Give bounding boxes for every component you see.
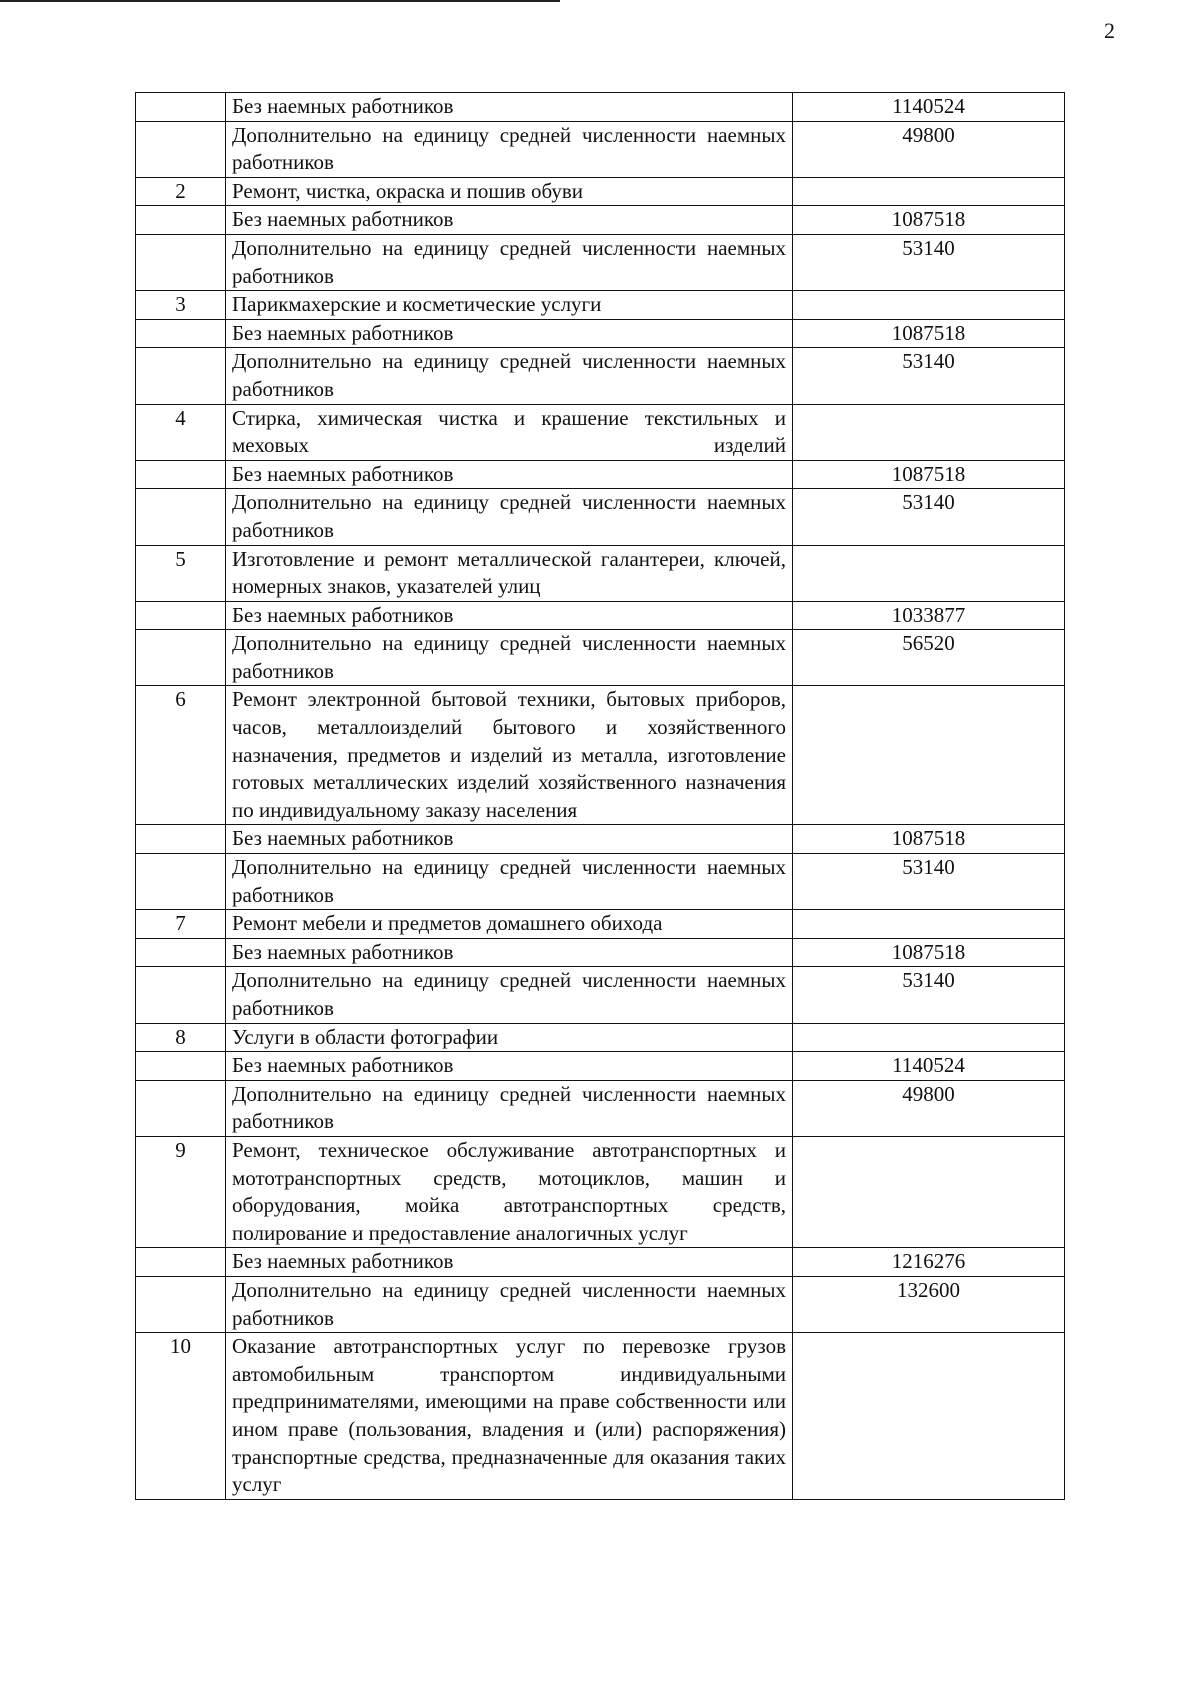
row-description: Без наемных работников: [226, 1248, 793, 1277]
row-description: Изготовление и ремонт металлической галантереи, ключей, номерных знаков, указателей улиц: [226, 545, 793, 601]
row-description: Стирка, химическая чистка и крашение текстильных и меховых изделий: [226, 404, 793, 460]
table-row: [136, 93, 1065, 122]
row-description: Ремонт, техническое обслуживание автотранспортных и мототранспортных средств, мотоциклов, машин и оборудования, мойка автотранспортных средств, полирование и предоставление аналогичных услуг: [226, 1136, 793, 1247]
tariff-table: [135, 92, 1065, 1500]
row-description: Без наемных работников: [226, 319, 793, 348]
table-row: [136, 460, 1065, 489]
row-value: [793, 177, 1065, 206]
row-description: Дополнительно на единицу средней численности наемных работников: [226, 854, 793, 910]
row-description: Ремонт электронной бытовой техники, бытовых приборов, часов, металлоизделий бытового и хозяйственного назначения, предметов и изделий из металла, изготовление готовых металлических изделий хозяйственного назначения по индивидуальному заказу населения: [226, 686, 793, 825]
row-description: Парикмахерские и косметические услуги: [226, 291, 793, 320]
page-number: 2: [1104, 18, 1115, 43]
table-row: [136, 601, 1065, 630]
row-number: [136, 319, 226, 348]
row-number: [136, 489, 226, 545]
row-value: [793, 404, 1065, 460]
row-number: [136, 1248, 226, 1277]
row-value: 1087518: [793, 825, 1065, 854]
table-row: [136, 686, 1065, 825]
row-description: Без наемных работников: [226, 206, 793, 235]
row-value: 53140: [793, 234, 1065, 290]
row-description: Оказание автотранспортных услуг по перевозке грузов автомобильным транспортом индивидуальными предпринимателями, имеющими на праве собственности или ином праве (пользования, владения и (или) распоряжения) транспортные средства, предназначенные для оказания таких услуг: [226, 1333, 793, 1500]
row-value: [793, 291, 1065, 320]
row-number: [136, 1052, 226, 1081]
table-row: [136, 177, 1065, 206]
row-number: 3: [136, 291, 226, 320]
row-number: [136, 967, 226, 1023]
row-number: [136, 630, 226, 686]
table-row: [136, 545, 1065, 601]
row-number: [136, 348, 226, 404]
table-row: [136, 348, 1065, 404]
row-number: 2: [136, 177, 226, 206]
row-number: [136, 460, 226, 489]
scan-edge-line: [0, 0, 560, 2]
row-value: 53140: [793, 489, 1065, 545]
row-value: 49800: [793, 121, 1065, 177]
table-row: [136, 630, 1065, 686]
row-value: 1140524: [793, 93, 1065, 122]
row-number: [136, 601, 226, 630]
table-row: [136, 206, 1065, 235]
table-row: [136, 319, 1065, 348]
row-number: 7: [136, 910, 226, 939]
row-description: Дополнительно на единицу средней численности наемных работников: [226, 489, 793, 545]
table-row: [136, 234, 1065, 290]
table-row: [136, 1333, 1065, 1500]
row-description: Без наемных работников: [226, 93, 793, 122]
table-row: [136, 121, 1065, 177]
row-value: 1087518: [793, 319, 1065, 348]
row-value: 53140: [793, 854, 1065, 910]
row-number: 4: [136, 404, 226, 460]
table-row: [136, 910, 1065, 939]
table-row: [136, 404, 1065, 460]
row-description: Без наемных работников: [226, 1052, 793, 1081]
table-row: [136, 1080, 1065, 1136]
row-description: Без наемных работников: [226, 825, 793, 854]
row-number: [136, 825, 226, 854]
table-row: [136, 291, 1065, 320]
row-value: 53140: [793, 967, 1065, 1023]
row-number: [136, 206, 226, 235]
row-value: 53140: [793, 348, 1065, 404]
row-description: Дополнительно на единицу средней численности наемных работников: [226, 630, 793, 686]
row-value: 1087518: [793, 938, 1065, 967]
row-value: 1216276: [793, 1248, 1065, 1277]
row-value: 1087518: [793, 460, 1065, 489]
table-row: [136, 1023, 1065, 1052]
table-row: [136, 938, 1065, 967]
table-row: [136, 1276, 1065, 1332]
row-number: 9: [136, 1136, 226, 1247]
row-value: 1140524: [793, 1052, 1065, 1081]
table-row: [136, 1052, 1065, 1081]
row-number: [136, 121, 226, 177]
row-description: Без наемных работников: [226, 460, 793, 489]
row-number: 5: [136, 545, 226, 601]
row-number: [136, 938, 226, 967]
row-number: 10: [136, 1333, 226, 1500]
row-description: Ремонт, чистка, окраска и пошив обуви: [226, 177, 793, 206]
table-row: [136, 825, 1065, 854]
table-row: [136, 489, 1065, 545]
row-number: [136, 93, 226, 122]
row-description: Дополнительно на единицу средней численности наемных работников: [226, 1080, 793, 1136]
row-value: [793, 1136, 1065, 1247]
row-description: Ремонт мебели и предметов домашнего обихода: [226, 910, 793, 939]
row-value: 56520: [793, 630, 1065, 686]
row-value: 1033877: [793, 601, 1065, 630]
row-number: 8: [136, 1023, 226, 1052]
row-number: [136, 1080, 226, 1136]
row-value: [793, 1023, 1065, 1052]
row-number: [136, 1276, 226, 1332]
row-number: 6: [136, 686, 226, 825]
row-value: 49800: [793, 1080, 1065, 1136]
row-description: Дополнительно на единицу средней численности наемных работников: [226, 348, 793, 404]
table-row: [136, 1248, 1065, 1277]
row-value: [793, 910, 1065, 939]
row-number: [136, 234, 226, 290]
row-description: Услуги в области фотографии: [226, 1023, 793, 1052]
table-row: [136, 854, 1065, 910]
table-row: [136, 967, 1065, 1023]
row-description: Дополнительно на единицу средней численности наемных работников: [226, 1276, 793, 1332]
row-value: [793, 545, 1065, 601]
row-value: [793, 1333, 1065, 1500]
table-row: [136, 1136, 1065, 1247]
row-description: Без наемных работников: [226, 938, 793, 967]
row-description: Дополнительно на единицу средней численности наемных работников: [226, 121, 793, 177]
row-description: Без наемных работников: [226, 601, 793, 630]
row-number: [136, 854, 226, 910]
row-description: Дополнительно на единицу средней численности наемных работников: [226, 234, 793, 290]
row-description: Дополнительно на единицу средней численности наемных работников: [226, 967, 793, 1023]
row-value: 132600: [793, 1276, 1065, 1332]
row-value: 1087518: [793, 206, 1065, 235]
row-value: [793, 686, 1065, 825]
